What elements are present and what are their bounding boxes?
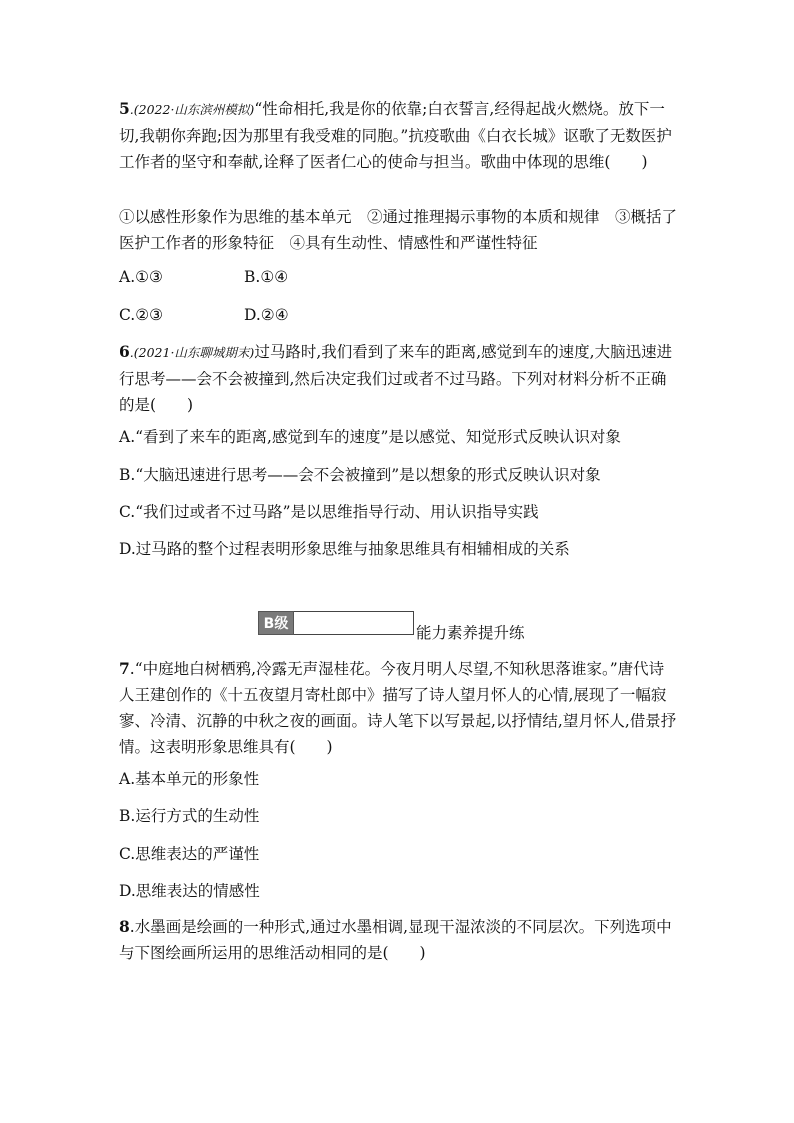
level-badge: B级 xyxy=(258,611,294,635)
question-6-option-c: C.“我们过或者不过马路”是以思维指导行动、用认识指导实践 xyxy=(119,503,539,521)
question-6-option-d: D.过马路的整个过程表明形象思维与抽象思维具有相辅相成的关系 xyxy=(119,540,570,558)
question-6-option-b: B.“大脑迅速进行思考——会不会被撞到”是以想象的形式反映认识对象 xyxy=(119,466,601,484)
question-6-source: .(2021·山东聊城期末) xyxy=(129,345,255,360)
question-7-number: 7 xyxy=(119,659,130,678)
question-7-option-b: B.运行方式的生动性 xyxy=(119,807,260,825)
question-6-text: 过马路时,我们看到了来车的距离,感觉到车的速度,大脑迅速进行思考——会不会被撞到,然后决定我们过或者不过马路。下列对材料分析不正确的是( ) xyxy=(119,343,673,414)
question-5-option-b: B.①④ xyxy=(244,268,289,286)
question-7-text: .“中庭地白树栖鸦,冷露无声湿桂花。今夜月明人尽望,不知秋思落谁家。”唐代诗人王建创作的《十五夜望月寄杜郎中》描写了诗人望月怀人的心情,展现了一幅寂寥、冷清、沉静的中秋之夜的画面。诗人笔下以写景起,以抒情结,望月怀人,借景抒情。这表明形象思维具有( ) xyxy=(119,660,677,756)
question-5-option-c: C.②③ xyxy=(119,306,164,324)
question-7-stem xyxy=(119,656,679,760)
question-5-option-d: D.②④ xyxy=(244,306,289,324)
level-banner xyxy=(258,609,525,642)
question-7-option-a: A.基本单元的形象性 xyxy=(119,770,260,788)
question-8-text: .水墨画是绘画的一种形式,通过水墨相调,显现干湿浓淡的不同层次。下列选项中与下图绘画所运用的思维活动相同的是( ) xyxy=(119,918,672,962)
question-5-text: “性命相托,我是你的依靠;白衣誓言,经得起战火燃烧。放下一切,我朝你奔跑;因为那里有我受难的同胞。”抗疫歌曲《白衣长城》讴歌了无数医护工作者的坚守和奉献,诠释了医者仁心的使命与担当。歌曲中体现的思维( ) xyxy=(119,100,672,171)
question-5-statements: ①以感性形象作为思维的基本单元 ②通过推理揭示事物的本质和规律 ③概括了医护工作者的形象特征 ④具有生动性、情感性和严谨性特征 xyxy=(119,208,678,252)
question-7-option-c: C.思维表达的严谨性 xyxy=(119,845,260,863)
level-bar xyxy=(294,611,414,635)
level-label: 能力素养提升练 xyxy=(416,624,525,642)
question-5-option-a: A.①③ xyxy=(119,268,163,286)
question-8-number: 8 xyxy=(119,917,130,936)
question-6-option-a: A.“看到了来车的距离,感觉到车的速度”是以感觉、知觉形式反映认识对象 xyxy=(119,428,621,446)
question-6-stem xyxy=(119,339,679,418)
question-5-stem xyxy=(119,96,679,175)
question-8-stem xyxy=(119,914,679,966)
question-7-option-d: D.思维表达的情感性 xyxy=(119,882,260,900)
question-5-number: 5 xyxy=(119,99,130,118)
question-6-number: 6 xyxy=(119,342,130,361)
question-5-source: .(2022·山东滨州模拟) xyxy=(129,102,255,117)
